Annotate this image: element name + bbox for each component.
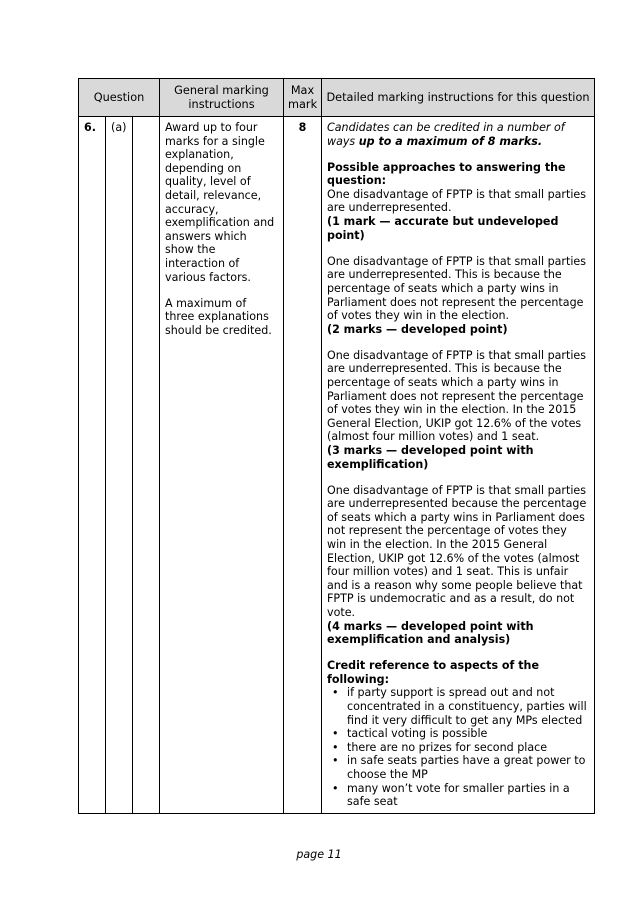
intro-text: Candidates can be credited in a number of ways [327,121,565,148]
credit-section [327,659,589,809]
question-subpart [133,117,160,814]
example-2-text: One disadvantage of FPTP is that small parties are underrepresented. This is because the percentage of seats which a party wins in Parliament does not represent the percentage of votes they win in the election. [327,254,587,323]
approaches-heading: Possible approaches to answering the question: [327,160,566,188]
example-4-text: One disadvantage of FPTP is that small parties are underrepresented because the percentage of seats which a party wins in Parliament does not represent the percentage of votes they win in the election. In the 2015 General Election, UKIP got 12.6% of the votes (almost four million votes) and 1 seat. This is unfair and is a reason why some people believe that FPTP is undemocratic and as a result, do not vote. [327,483,587,619]
header-detailed-instructions: Detailed marking instructions for this question [322,79,595,117]
intro-max-marks: up to a maximum of 8 marks. [358,134,543,148]
example-1-mark: (1 mark — accurate but undeveloped point) [327,215,559,242]
list-item [332,740,589,755]
approach-example-2 [327,255,589,337]
credit-list [327,686,589,808]
general-instructions-cell [160,117,284,814]
bullet-icon: • [332,754,339,768]
header-question: Question [79,79,160,117]
example-3-text: One disadvantage of FPTP is that small parties are underrepresented. This is because the percentage of seats which a party wins in Parliament does not represent the percentage of votes they win in the election. In the 2015 General Election, UKIP got 12.6% of the votes (almost four million votes) and 1 seat. [327,348,587,444]
example-3-mark: (3 marks — developed point with exemplification) [327,443,534,471]
question-number: 6. [79,117,106,814]
bullet-icon: • [332,686,339,700]
detailed-instructions-cell [322,117,595,814]
list-item [332,781,589,809]
credit-item-text: in safe seats parties have a great power to choose the MP [347,754,586,782]
page-number: page 11 [296,848,342,861]
header-general-instructions: General marking instructions [160,79,284,117]
general-instruction-1: Award up to four marks for a single explanation, depending on quality, level of detail, relevance, accuracy, exemplification and answers which show the interaction of various factors. [165,121,275,284]
header-row [79,79,595,117]
approach-example-4 [327,484,589,647]
credit-item-text: there are no prizes for second place [347,740,548,754]
header-max-mark: Max mark [284,79,322,117]
credit-item-text: many won’t vote for smaller parties in a safe seat [347,781,570,809]
max-mark-value: 8 [284,117,322,814]
approach-example-1 [327,161,589,243]
table-row [79,117,595,814]
list-item [332,686,589,727]
bullet-icon: • [332,781,339,795]
marking-instructions-table [78,78,595,814]
approach-example-3 [327,349,589,471]
credit-item-text: if party support is spread out and not concentrated in a constituency, parties will find it very difficult to get any MPs elected [347,686,587,727]
example-2-mark: (2 marks — developed point) [327,322,508,336]
example-1-text: One disadvantage of FPTP is that small parties are underrepresented. [327,187,587,215]
question-part: (a) [106,117,133,814]
list-item [332,727,589,741]
credit-item-text: tactical voting is possible [347,727,488,741]
bullet-icon: • [332,740,339,754]
example-4-mark: (4 marks — developed point with exemplification and analysis) [327,619,534,647]
general-instruction-2: A maximum of three explanations should be credited. [165,296,272,337]
list-item [332,754,589,782]
credit-heading: Credit reference to aspects of the following: [327,659,539,686]
intro-paragraph [327,121,589,148]
bullet-icon: • [332,727,339,741]
